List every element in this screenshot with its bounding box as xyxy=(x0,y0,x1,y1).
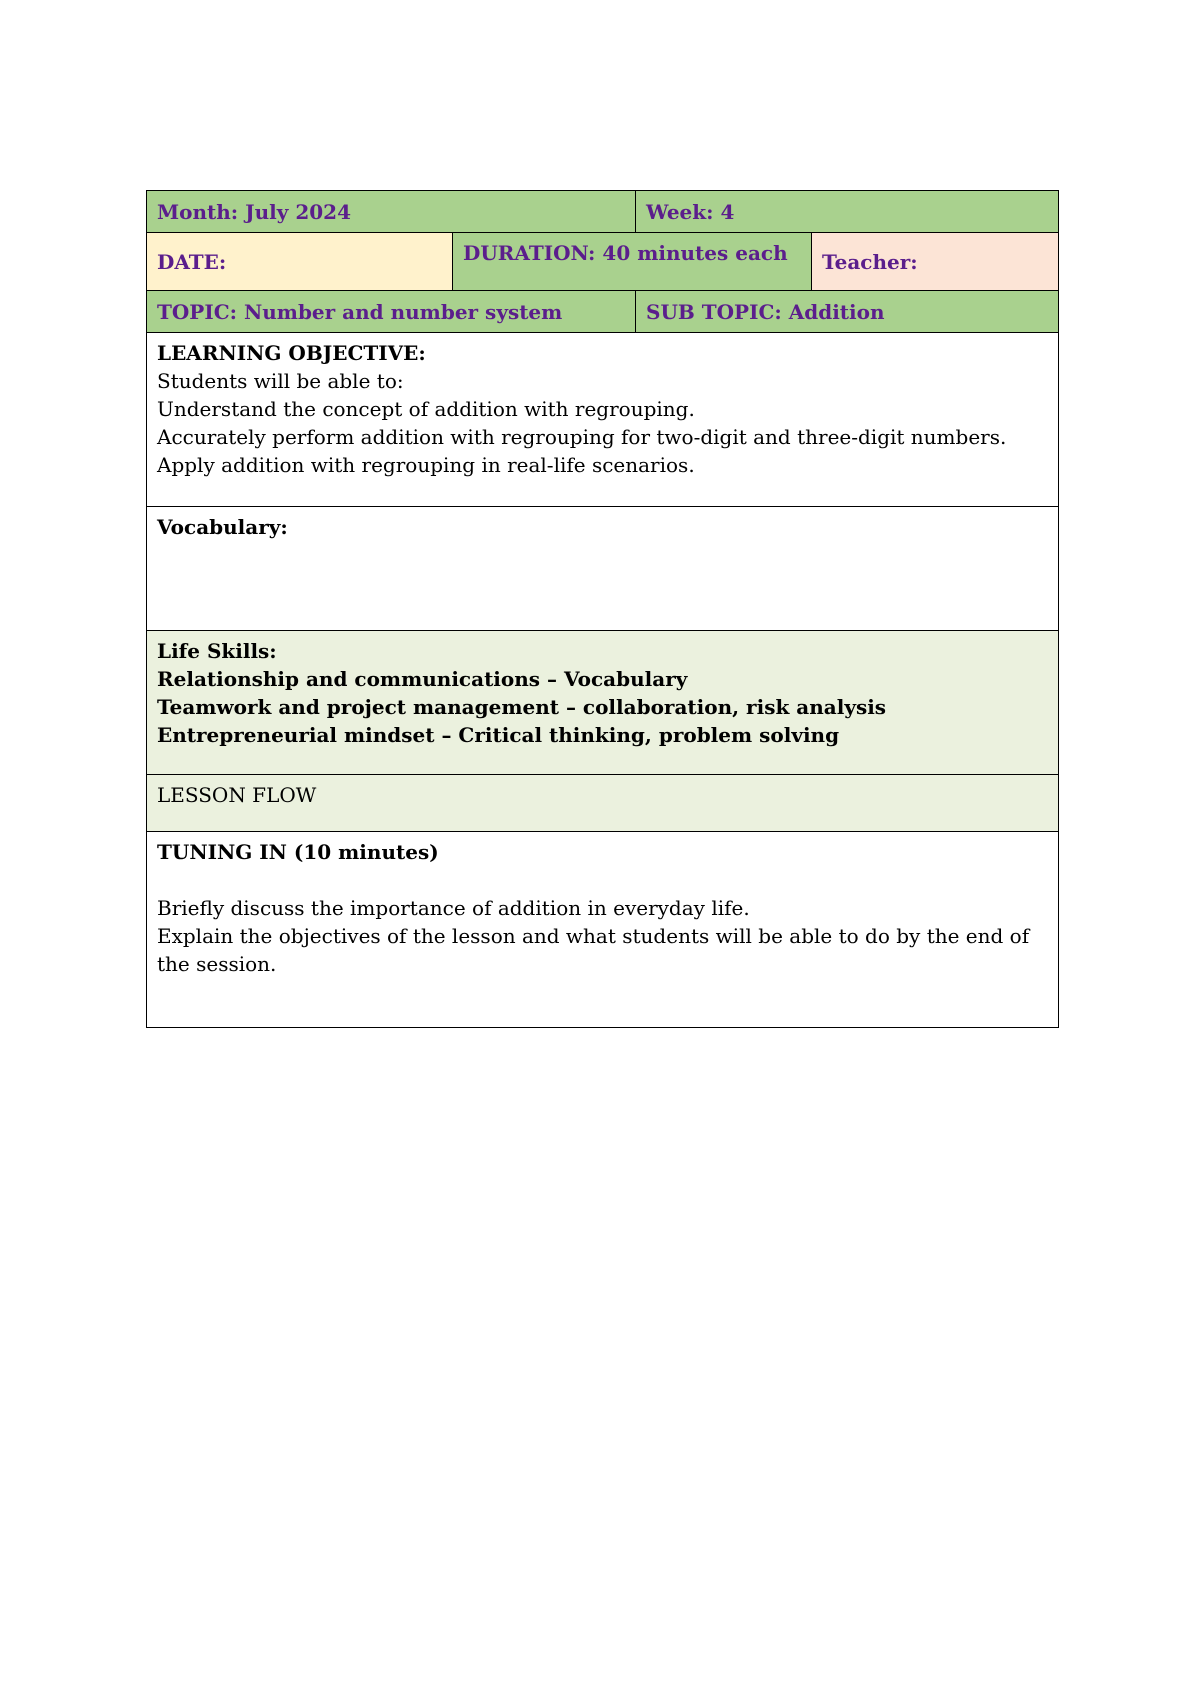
month-label: Month: July 2024 xyxy=(157,199,351,224)
objective-line: Apply addition with regrouping in real-life scenarios. xyxy=(157,453,695,477)
learning-objective-heading: LEARNING OBJECTIVE: xyxy=(157,341,426,365)
objective-line: Students will be able to: xyxy=(157,369,404,393)
tuning-in-line: Briefly discuss the importance of addition in everyday life. xyxy=(157,896,750,920)
date-cell xyxy=(147,233,453,291)
date-label: DATE: xyxy=(157,249,227,274)
duration-cell xyxy=(453,233,812,291)
lesson-flow-row xyxy=(147,775,1059,832)
week-label: Week: 4 xyxy=(646,199,735,224)
sub-topic-label: SUB TOPIC: Addition xyxy=(646,299,885,324)
date-duration-teacher-row xyxy=(147,233,1059,291)
vocabulary-heading: Vocabulary: xyxy=(157,515,288,539)
month-week-row xyxy=(147,191,1059,233)
teacher-cell xyxy=(812,233,1059,291)
duration-label: DURATION: 40 minutes each xyxy=(463,241,788,265)
topic-label: TOPIC: Number and number system xyxy=(157,299,563,324)
lesson-flow-heading: LESSON FLOW xyxy=(157,783,317,807)
vocabulary-row xyxy=(147,507,1059,631)
blank-line xyxy=(157,866,1048,894)
vocabulary-cell xyxy=(147,507,1059,631)
tuning-in-cell xyxy=(147,832,1059,1028)
objective-line: Accurately perform addition with regrouping for two-digit and three-digit numbers. xyxy=(157,425,1007,449)
life-skill-line: Relationship and communications – Vocabulary xyxy=(157,667,688,691)
life-skills-cell xyxy=(147,631,1059,775)
life-skill-line: Teamwork and project management – collaboration, risk analysis xyxy=(157,695,887,719)
learning-objective-row xyxy=(147,333,1059,507)
sub-topic-cell xyxy=(636,291,1059,333)
life-skill-line: Entrepreneurial mindset – Critical thinking, problem solving xyxy=(157,723,840,747)
lesson-plan-table xyxy=(146,190,1059,1028)
life-skills-row xyxy=(147,631,1059,775)
life-skills-heading: Life Skills: xyxy=(157,639,277,663)
topic-cell xyxy=(147,291,636,333)
objective-line: Understand the concept of addition with regrouping. xyxy=(157,397,695,421)
month-cell xyxy=(147,191,636,233)
week-cell xyxy=(636,191,1059,233)
learning-objective-cell xyxy=(147,333,1059,507)
tuning-in-heading: TUNING IN (10 minutes) xyxy=(157,840,439,864)
tuning-in-row xyxy=(147,832,1059,1028)
tuning-in-line: Explain the objectives of the lesson and what students will be able to do by the end of the session. xyxy=(157,924,1030,976)
teacher-label: Teacher: xyxy=(822,249,918,274)
lesson-flow-cell xyxy=(147,775,1059,832)
topic-row xyxy=(147,291,1059,333)
